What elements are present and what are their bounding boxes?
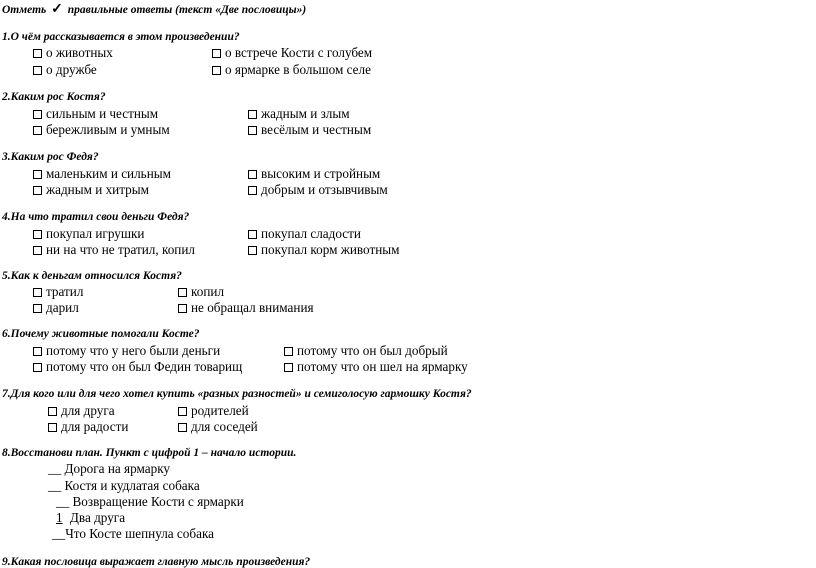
checkbox[interactable]	[248, 110, 257, 119]
option[interactable]	[212, 45, 372, 60]
checkbox[interactable]	[178, 423, 187, 432]
plan-blank[interactable]: 1	[56, 510, 63, 525]
option[interactable]	[33, 45, 113, 60]
check-mark-icon: ✓	[51, 2, 63, 17]
option[interactable]	[248, 106, 350, 121]
checkbox[interactable]	[178, 407, 187, 416]
plan-text: Два друга	[69, 510, 126, 525]
option-label: потому что у него были деньги	[46, 343, 221, 358]
option-label: жадным и хитрым	[46, 182, 149, 197]
checkbox[interactable]	[48, 407, 57, 416]
question-1-title: 1.О чём рассказывается в этом произведении?	[2, 31, 240, 43]
option[interactable]	[178, 403, 249, 418]
option[interactable]	[33, 106, 158, 121]
option-label: для друга	[61, 403, 115, 418]
checkbox[interactable]	[212, 49, 221, 58]
option[interactable]	[248, 122, 371, 137]
option[interactable]	[33, 226, 144, 241]
option-label: ни на что не тратил, копил	[46, 242, 195, 257]
plan-text: Что Косте шепнула собака	[65, 526, 215, 541]
option[interactable]	[284, 359, 468, 374]
option-label: копил	[191, 284, 225, 299]
checkbox[interactable]	[248, 170, 257, 179]
question-3-title: 3.Каким рос Федя?	[2, 151, 99, 163]
option[interactable]	[33, 343, 220, 358]
checkbox[interactable]	[178, 288, 187, 297]
checkbox[interactable]	[284, 363, 293, 372]
option[interactable]	[248, 166, 380, 181]
checkbox[interactable]	[33, 66, 42, 75]
question-2-title: 2.Каким рос Костя?	[2, 91, 106, 103]
checkbox[interactable]	[33, 304, 42, 313]
question-7-title: 7.Для кого или для чего хотел купить «разных разностей» и семиголосую гармошку Костя?	[2, 388, 472, 400]
option-label: покупал корм животным	[261, 242, 400, 257]
option[interactable]	[33, 359, 242, 374]
plan-blank[interactable]: __	[48, 461, 62, 476]
checkbox[interactable]	[33, 347, 42, 356]
checkbox[interactable]	[178, 304, 187, 313]
option-label: маленьким и сильным	[46, 166, 171, 181]
option-label: о животных	[46, 45, 113, 60]
option[interactable]	[212, 62, 371, 77]
option-label: родителей	[191, 403, 249, 418]
option-label: жадным и злым	[261, 106, 350, 121]
plan-item[interactable]	[52, 510, 125, 526]
checkbox[interactable]	[48, 423, 57, 432]
option-label: о ярмарке в большом селе	[225, 62, 371, 77]
checkbox[interactable]	[33, 246, 42, 255]
checkbox[interactable]	[33, 186, 42, 195]
option[interactable]	[178, 419, 258, 434]
option[interactable]	[33, 300, 79, 315]
question-8-title: 8.Восстанови план. Пункт с цифрой 1 – начало истории.	[2, 447, 297, 459]
option[interactable]	[248, 242, 400, 257]
option-label: дарил	[46, 300, 79, 315]
option-label: покупал сладости	[261, 226, 361, 241]
option[interactable]	[33, 182, 149, 197]
plan-item[interactable]	[56, 494, 244, 510]
checkbox[interactable]	[33, 110, 42, 119]
plan-item[interactable]	[48, 461, 170, 477]
option-label: весёлым и честным	[261, 122, 372, 137]
checkbox[interactable]	[33, 363, 42, 372]
plan-text: Дорога на ярмарку	[64, 461, 171, 476]
option[interactable]	[248, 226, 361, 241]
option[interactable]	[33, 242, 195, 257]
option-label: тратил	[46, 284, 84, 299]
plan-blank[interactable]: __	[56, 494, 70, 509]
option-label: бережливым и умным	[46, 122, 170, 137]
option[interactable]	[33, 284, 83, 299]
option-label: потому что он был Федин товарищ	[46, 359, 243, 374]
option-label: покупал игрушки	[46, 226, 145, 241]
option[interactable]	[33, 166, 171, 181]
option-label: для радости	[61, 419, 129, 434]
checkbox[interactable]	[33, 230, 42, 239]
checkbox[interactable]	[33, 170, 42, 179]
option-label: для соседей	[191, 419, 258, 434]
plan-blank[interactable]: __	[52, 526, 66, 541]
option[interactable]	[178, 284, 224, 299]
option[interactable]	[248, 182, 388, 197]
checkbox[interactable]	[212, 66, 221, 75]
checkbox[interactable]	[248, 246, 257, 255]
option-label: о дружбе	[46, 62, 97, 77]
option-label: не обращал внимания	[191, 300, 314, 315]
option[interactable]	[178, 300, 314, 315]
header-before: Отметь	[2, 4, 47, 16]
option[interactable]	[48, 419, 128, 434]
checkbox[interactable]	[33, 126, 42, 135]
question-9-title: 9.Какая пословица выражает главную мысль произведения?	[2, 556, 311, 568]
plan-item[interactable]	[52, 526, 214, 542]
option-label: сильным и честным	[46, 106, 159, 121]
option[interactable]	[48, 403, 115, 418]
checkbox[interactable]	[284, 347, 293, 356]
checkbox[interactable]	[33, 288, 42, 297]
checkbox[interactable]	[33, 49, 42, 58]
question-4-title: 4.На что тратил свои деньги Федя?	[2, 211, 190, 223]
header-after: правильные ответы (текст «Две пословицы»)	[67, 4, 307, 16]
option-label: высоким и стройным	[261, 166, 381, 181]
option[interactable]	[284, 343, 448, 358]
question-6-title: 6.Почему животные помогали Косте?	[2, 328, 200, 340]
option[interactable]	[33, 122, 170, 137]
plan-item[interactable]	[48, 478, 200, 494]
option-label: добрым и отзывчивым	[261, 182, 388, 197]
plan-text: Возвращение Кости с ярмарки	[72, 494, 244, 509]
option-label: потому что он был добрый	[297, 343, 448, 358]
checkbox[interactable]	[248, 126, 257, 135]
option-label: о встрече Кости с голубем	[225, 45, 373, 60]
plan-text: Костя и кудлатая собака	[64, 478, 200, 493]
option[interactable]	[33, 62, 97, 77]
plan-blank[interactable]: __	[48, 478, 62, 493]
question-5-title: 5.Как к деньгам относился Костя?	[2, 270, 182, 282]
option-label: потому что он шел на ярмарку	[297, 359, 468, 374]
checkbox[interactable]	[248, 186, 257, 195]
worksheet-header	[2, 1, 306, 18]
checkbox[interactable]	[248, 230, 257, 239]
